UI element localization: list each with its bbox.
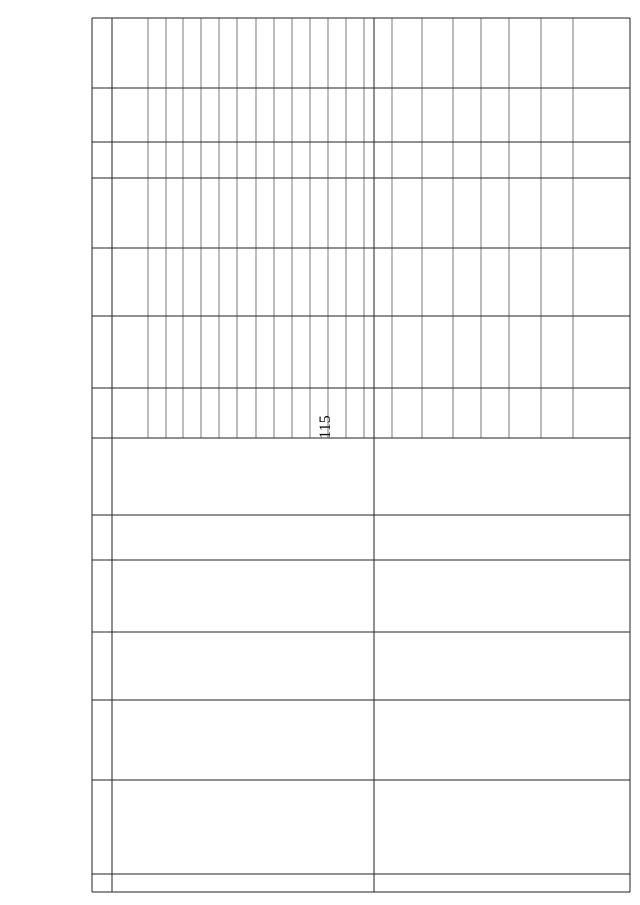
- page-number: 115: [317, 415, 334, 439]
